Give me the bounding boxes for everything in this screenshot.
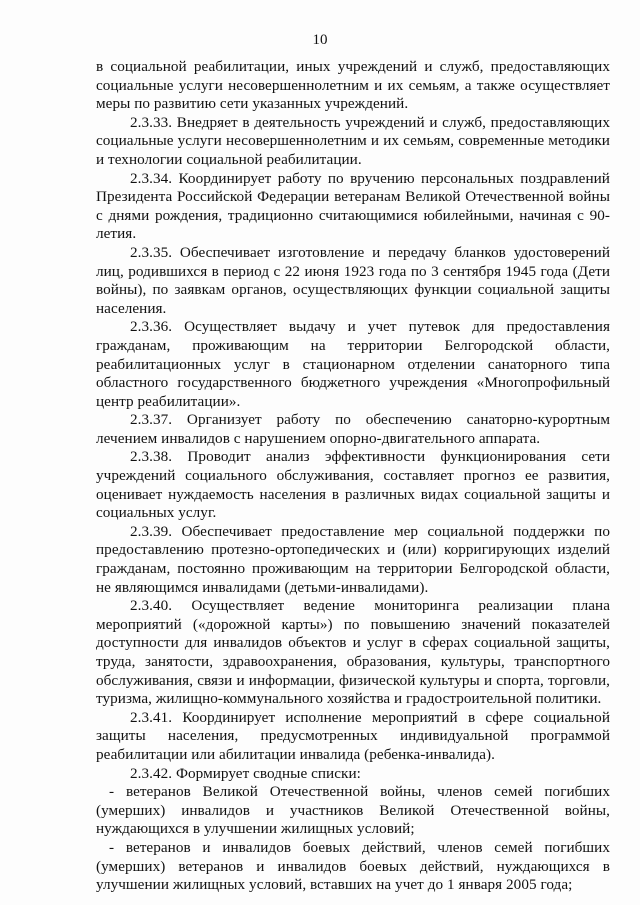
list-item-wwii-veterans: - ветеранов Великой Отечественной войны, членов семей погибших (умерших) инвалидов и участников Великой Отечественной войны, нуждающихся в улучшении жилищных условий; bbox=[96, 783, 610, 838]
paragraph-2-3-33: 2.3.33. Внедряет в деятельность учреждений и служб, предоставляющих социальные услуги несовершеннолетним и их семьям, современные методики и технологии социальной реабилитации. bbox=[96, 113, 610, 168]
paragraph-2-3-42: 2.3.42. Формирует сводные списки: bbox=[130, 764, 361, 782]
paragraph-2-3-36: 2.3.36. Осуществляет выдачу и учет путевок для предоставления гражданам, проживающим на территории Белгородской области, реабилитационных услуг в стационарном отделении санаторного типа областного государственного бюджетного учреждения «Многопрофильный центр реабилитации». bbox=[96, 318, 610, 410]
paragraph-2-3-35: 2.3.35. Обеспечивает изготовление и передачу бланков удостоверений лиц, родившихся в период с 22 июня 1923 года по 3 сентября 1945 года (Дети войны), по заявкам органов, осуществляющих функции социальной защиты населения. bbox=[96, 243, 610, 317]
paragraph-2-3-38: 2.3.38. Проводит анализ эффективности функционирования сети учреждений социального обслуживания, составляет прогноз ее развития, оценивает нуждаемость населения в различных видах социальной защиты и социальных услуг. bbox=[96, 448, 610, 522]
paragraph-continuation: в социальной реабилитации, иных учреждений и служб, предоставляющих социальные услуги несовершеннолетним и их семьям, а также осуществляет меры по развитию сети указанных учреждений. bbox=[96, 58, 610, 113]
paragraph-2-3-37: 2.3.37. Организует работу по обеспечению санаторно-курортным лечением инвалидов с нарушением опорно-двигательного аппарата. bbox=[96, 411, 610, 447]
paragraph-2-3-39: 2.3.39. Обеспечивает предоставление мер социальной поддержки по предоставлению протезно-ортопедических и (или) корригирующих изделий гражданам, постоянно проживающим на территории Белгородской области, не являющимся инвалидами (детьми-инвалидами). bbox=[96, 522, 610, 596]
paragraph-2-3-40: 2.3.40. Осуществляет ведение мониторинга реализации плана мероприятий («дорожной карты») по повышению значений показателей доступности для инвалидов объектов и услуг в сферах социальной защиты, труда, занятости, здравоохранения, образования, культуры, транспортного обслуживания, связи и информации, физической культуры и спорта, торговли, туризма, жилищно-коммунального хозяйства и градостроительной политики. bbox=[96, 597, 610, 708]
paragraph-2-3-34: 2.3.34. Координирует работу по вручению персональных поздравлений Президента Российской Федерации ветеранам Великой Отечественной войны с днями рождения, традиционно считающимися юбилейными, начиная с 90-летия. bbox=[96, 169, 610, 243]
page-number: 10 bbox=[312, 32, 328, 48]
document-body bbox=[96, 58, 610, 895]
paragraph-2-3-41: 2.3.41. Координирует исполнение мероприятий в сфере социальной защиты населения, предусмотренных индивидуальной программой реабилитации или абилитации инвалида (ребенка-инвалида). bbox=[96, 708, 610, 763]
list-item-combat-veterans: - ветеранов и инвалидов боевых действий, членов семей погибших (умерших) ветеранов и инвалидов боевых действий, нуждающихся в улучшении жилищных условий, вставших на учет до 1 января 2005 года; bbox=[96, 838, 610, 894]
